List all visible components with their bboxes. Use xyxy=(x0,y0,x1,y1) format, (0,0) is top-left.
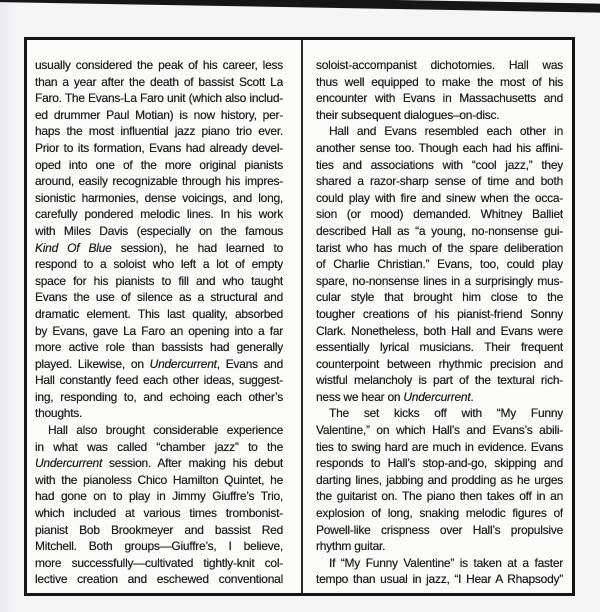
text-line: with Miles Davis (especially on the famous xyxy=(35,223,283,238)
text-line: dramatic element. This last quality, absorbed xyxy=(35,306,283,321)
text-line: darting lines, jabbing and prodding as he urges xyxy=(316,472,563,487)
text-line: Faro. The Evans-La Faro unit (which also includ- xyxy=(35,91,283,106)
text-line: thoughts. xyxy=(35,406,83,421)
text-line: respond to a soloist who left a lot of empty xyxy=(35,257,283,272)
text-line: responds to Hall’s stop-and-go, skipping and xyxy=(316,456,563,471)
text-line: Clark. Nonetheless, both Hall and Evans were xyxy=(316,323,563,338)
text-line: Powell-like crispness over Hall’s propulsive xyxy=(316,522,563,537)
text-line: essentially lyrical musicians. Their frequent xyxy=(316,340,563,355)
italic-title: Undercurrent xyxy=(149,356,217,371)
text-line: thus well equipped to make the most of his xyxy=(316,74,563,89)
text-line: Evans the use of silence as a structural and xyxy=(35,290,283,305)
text-line: ties and associations with “cool jazz,” they xyxy=(316,157,563,172)
text-line: lective creation and eschewed conventional xyxy=(35,572,283,587)
scan-edge-shadow xyxy=(0,0,600,13)
text-line: counterpoint between rhythmic precision and xyxy=(316,356,563,371)
text-line: played. Likewise, on Undercurrent, Evans and xyxy=(35,356,283,371)
text-line: tarist who has much of the spare deliberation xyxy=(316,240,563,255)
italic-title: Kind Of Blue xyxy=(35,240,112,255)
column-divider xyxy=(301,40,303,593)
text-line: which included at various times trombonist- xyxy=(35,506,283,521)
text-line: wistful melancholy is part of the textural rich- xyxy=(316,373,563,388)
text-line: of Charlie Christian.” Evans, too, could play xyxy=(316,257,563,272)
text-line: more active role than bassists had generally xyxy=(35,340,283,355)
italic-title: Undercurrent xyxy=(403,389,471,404)
text-line: rhythm guitar. xyxy=(316,539,386,554)
text-line: described Hall as “a young, no-nonsense gui- xyxy=(316,223,563,238)
text-line: ed drummer Paul Motian) is now history, per- xyxy=(35,107,283,122)
text-line: tempo than usual in jazz, “I Hear A Rhapsody” xyxy=(316,572,563,587)
text-line: Kind Of Blue session), he had learned to xyxy=(35,240,283,255)
text-line: pianist Bob Brookmeyer and bassist Red xyxy=(35,522,283,537)
text-line: in what was called “chamber jazz” to the xyxy=(35,439,283,454)
text-line: spare, no-nonsense lines in a surprisingly mus- xyxy=(316,273,563,288)
text-line: shared a razor-sharp sense of time and both xyxy=(316,174,563,189)
text-line: Hall also brought considerable experience xyxy=(48,423,283,438)
text-line: soloist-accompanist dichotomies. Hall was xyxy=(316,58,563,72)
text-line: encounter with Evans in Massachusetts and xyxy=(316,91,563,106)
text-line: Hall and Evans resembled each other in xyxy=(329,124,563,139)
text-line: could play with fire and sinew when the occa- xyxy=(316,190,563,205)
text-line: ing, responding to, and echoing each other’s xyxy=(35,389,283,404)
text-line: cular style that brought him close to the xyxy=(316,290,563,305)
text-line: space for his pianists to fill and who taught xyxy=(35,273,283,288)
text-line: sionistic harmonies, dense voicings, and long, xyxy=(35,190,283,205)
text-line: usually considered the peak of his career, less xyxy=(35,58,283,72)
text-line: carefully pondered melodic lines. In his work xyxy=(35,207,283,222)
text-line: had gone on to play in Jimmy Giuffre’s Trio, xyxy=(35,489,283,504)
text-line: Mitchell. Both groups—Giuffre’s, I believe, xyxy=(35,539,283,554)
text-line: than a year after the death of bassist Scott La xyxy=(35,74,283,89)
text-line: ness we hear on Undercurrent. xyxy=(316,389,474,404)
liner-notes-frame xyxy=(24,37,575,596)
italic-title: Undercurrent xyxy=(35,456,103,471)
text-line: haps the most influential jazz piano trio ever. xyxy=(35,124,283,139)
text-line: ties to swing hard are much in evidence. Evans xyxy=(316,439,563,454)
text-line: Prior to its formation, Evans had already devel- xyxy=(35,140,283,155)
text-line: oped into one of the more original pianists xyxy=(35,157,283,172)
text-line: more successfully—cultivated tightly-knit col- xyxy=(35,555,283,570)
text-column-left xyxy=(35,57,283,588)
text-line: Hall constantly feed each other ideas, suggest- xyxy=(35,373,283,388)
text-line: Undercurrent session. After making his debut xyxy=(35,456,283,471)
text-line: explosion of long, snaking melodic figures of xyxy=(316,506,563,521)
text-column-right xyxy=(316,57,563,588)
text-line: their subsequent dialogues–on-disc. xyxy=(316,107,500,122)
text-line: The set kicks off with “My Funny xyxy=(329,406,563,421)
text-line: another sense too. Though each had his affini- xyxy=(316,140,563,155)
text-line: Valentine,” on which Hall’s and Evans’s abili- xyxy=(316,423,563,438)
text-line: the guitarist on. The piano then takes off in an xyxy=(316,489,563,504)
text-line: sion (or mood) demanded. Whitney Balliet xyxy=(316,207,563,222)
text-line: around, easily recognizable through his impres- xyxy=(35,174,283,189)
text-line: tougher creations of his pianist-friend Sonny xyxy=(316,306,563,321)
text-line: by Evans, gave La Faro an opening into a far xyxy=(35,323,283,338)
text-line: with the pianoless Chico Hamilton Quintet, he xyxy=(35,472,283,487)
text-line: If “My Funny Valentine” is taken at a faster xyxy=(329,555,563,570)
